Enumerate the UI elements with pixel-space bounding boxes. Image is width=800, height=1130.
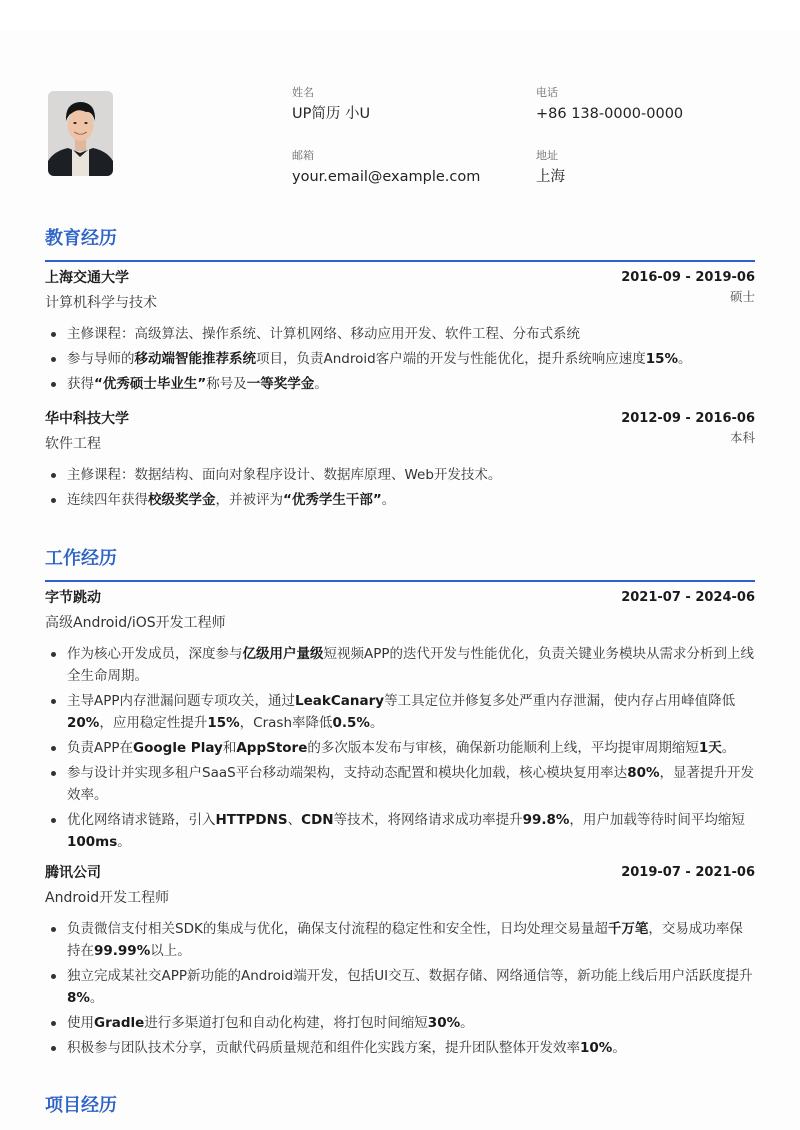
phone-value: +86 138-0000-0000 <box>536 106 684 122</box>
name-field <box>292 86 370 124</box>
projects-section-header <box>45 1093 755 1119</box>
bullet-item: 负责APP在Google Play和AppStore的多次版本发布与审核，确保新功能顺利上线，平均提审周期缩短1天。 <box>45 737 755 759</box>
date-range: 2012-09 - 2016-06 <box>621 411 755 426</box>
company-name: 字节跳动 <box>45 590 101 606</box>
education-entry-0 <box>45 267 755 398</box>
company-name: 腾讯公司 <box>45 865 101 881</box>
bullet-item: 积极参与团队技术分享，贡献代码质量规范和组件化实践方案，提升团队整体开发效率10%。 <box>45 1037 755 1059</box>
date-range: 2019-07 - 2021-06 <box>621 865 755 880</box>
section-title-projects: 项目经历 <box>45 1095 117 1116</box>
degree: 硕士 <box>729 289 755 304</box>
bullet-item: 主导APP内存泄漏问题专项攻关，通过LeakCanary等工具定位并修复多处严重内存泄漏，使内存占用峰值降低20%，应用稳定性提升15%，Crash率降低0.5%。 <box>45 690 755 734</box>
bullet-list <box>45 323 755 395</box>
address-value: 上海 <box>536 169 565 185</box>
page-top-margin <box>0 0 800 30</box>
name-value: UP简历 小U <box>292 106 371 122</box>
job-title: Android开发工程师 <box>45 890 170 906</box>
date-range: 2021-07 - 2024-06 <box>621 590 755 605</box>
bullet-item: 主修课程：数据结构、面向对象程序设计、数据库原理、Web开发技术。 <box>45 464 755 486</box>
phone-field <box>536 86 683 124</box>
school-name: 华中科技大学 <box>45 411 129 427</box>
profile-photo <box>48 91 113 176</box>
address-field <box>536 149 565 187</box>
bullet-item: 主修课程：高级算法、操作系统、计算机网络、移动应用开发、软件工程、分布式系统 <box>45 323 755 345</box>
work-entry-0 <box>45 587 755 856</box>
work-entry-1 <box>45 862 755 1062</box>
bullet-item: 使用Gradle进行多渠道打包和自动化构建，将打包时间缩短30%。 <box>45 1012 755 1034</box>
section-divider <box>45 260 755 262</box>
bullet-list <box>45 464 755 511</box>
bullet-item: 独立完成某社交APP新功能的Android端开发，包括UI交互、数据存储、网络通信等，新功能上线后用户活跃度提升8%。 <box>45 965 755 1009</box>
bullet-item: 参与导师的移动端智能推荐系统项目，负责Android客户端的开发与性能优化，提升系统响应速度15%。 <box>45 348 755 370</box>
major: 计算机科学与技术 <box>45 295 157 311</box>
school-name: 上海交通大学 <box>45 270 129 286</box>
bullet-item: 参与设计并实现多租户SaaS平台移动端架构，支持动态配置和模块化加载，核心模块复用率达80%，显著提升开发效率。 <box>45 762 755 806</box>
bullet-item: 获得“优秀硕士毕业生”称号及一等奖学金。 <box>45 373 755 395</box>
education-section-header <box>45 226 755 262</box>
bullet-item: 作为核心开发成员，深度参与亿级用户量级短视频APP的迭代开发与性能优化，负责关键业务模块从需求分析到上线全生命周期。 <box>45 643 755 687</box>
major: 软件工程 <box>45 436 101 452</box>
degree: 本科 <box>729 430 755 445</box>
work-section-header <box>45 546 755 582</box>
address-label: 地址 <box>536 149 558 162</box>
section-title-education: 教育经历 <box>45 228 117 249</box>
phone-label: 电话 <box>536 86 558 99</box>
bullet-item: 负责微信支付相关SDK的集成与优化，确保支付流程的稳定性和安全性，日均处理交易量超千万笔，交易成功率保持在99.99%以上。 <box>45 918 755 962</box>
email-value: your.email@example.com <box>292 169 481 185</box>
job-title: 高级Android/iOS开发工程师 <box>45 615 226 631</box>
section-title-work: 工作经历 <box>45 548 117 569</box>
person-photo-icon <box>48 91 113 176</box>
section-divider <box>45 580 755 582</box>
education-entry-1 <box>45 408 755 514</box>
bullet-item: 优化网络请求链路，引入HTTPDNS、CDN等技术，将网络请求成功率提升99.8%，用户加载等待时间平均缩短100ms。 <box>45 809 755 853</box>
email-label: 邮箱 <box>292 149 314 162</box>
bullet-list <box>45 918 755 1059</box>
email-field <box>292 149 480 187</box>
date-range: 2016-09 - 2019-06 <box>621 270 755 285</box>
name-label: 姓名 <box>292 86 314 99</box>
bullet-item: 连续四年获得校级奖学金，并被评为“优秀学生干部”。 <box>45 489 755 511</box>
bullet-list <box>45 643 755 853</box>
